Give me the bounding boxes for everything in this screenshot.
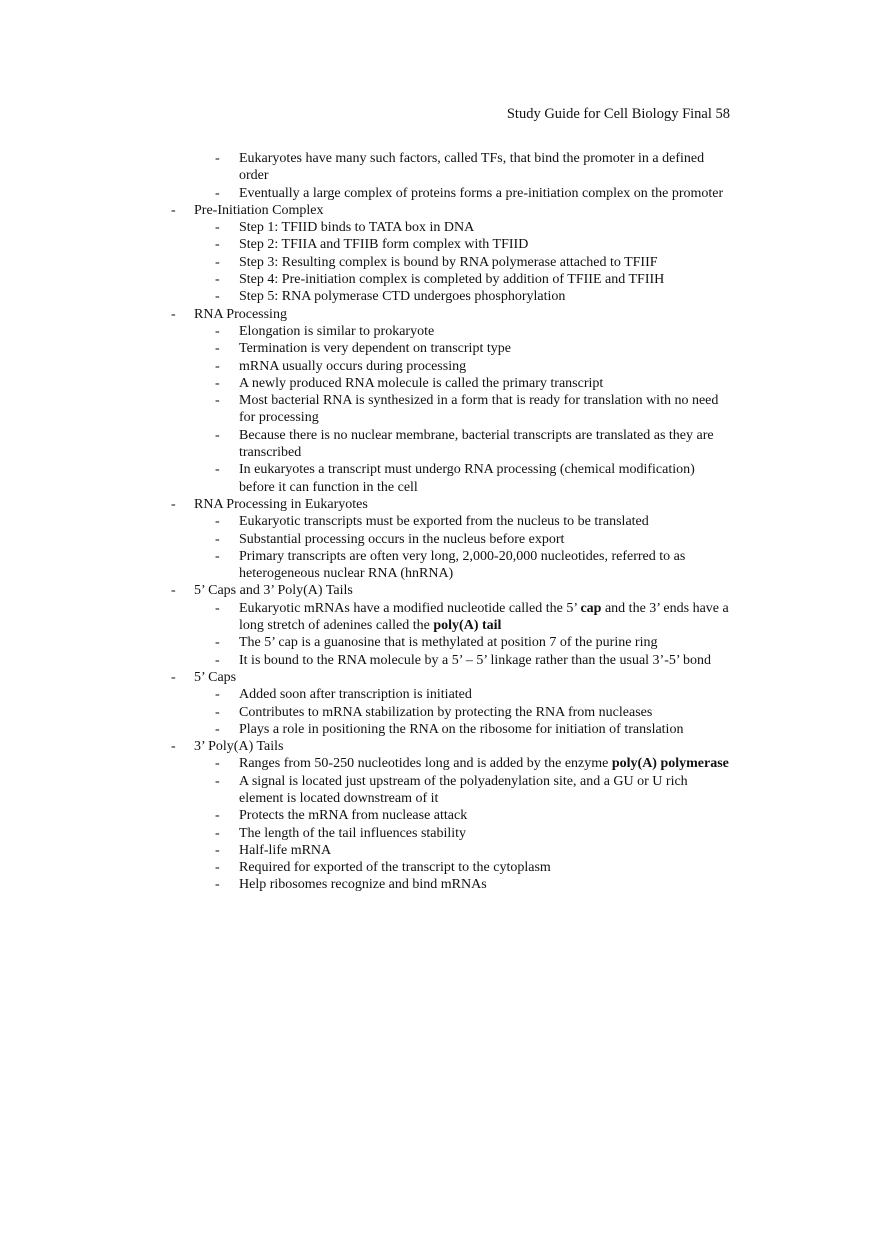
bullet-dash: - [215, 254, 220, 270]
bullet-dash: - [215, 842, 220, 858]
bullet-dash: - [215, 756, 220, 772]
bullet-dash: - [215, 323, 220, 339]
item-text: A signal is located just upstream of the polyadenylation site, and a GU or U rich element is located downstream of it [239, 773, 688, 806]
bullet-dash: - [215, 721, 220, 737]
bullet-dash: - [215, 687, 220, 703]
outline-subitem [0, 704, 729, 721]
item-text: Substantial processing occurs in the nucleus before export [239, 531, 565, 547]
bullet-dash: - [215, 289, 220, 305]
outline-subitem [0, 807, 729, 824]
outline-subitem [0, 461, 729, 496]
item-text: Required for exported of the transcript to the cytoplasm [239, 860, 551, 876]
bold-term: poly(A) tail [433, 618, 502, 634]
bullet-dash: - [215, 514, 220, 530]
item-text: 3’ Poly(A) Tails [194, 739, 284, 755]
outline-subitem [0, 236, 729, 253]
item-text: Because there is no nuclear membrane, bacterial transcripts are translated as they are transcribed [239, 427, 714, 461]
outline-list [0, 150, 880, 894]
bullet-dash: - [215, 704, 220, 720]
bullet-dash: - [215, 341, 220, 357]
item-text: RNA Processing [194, 306, 287, 322]
outline-subitem [0, 600, 729, 635]
outline-subitem [0, 548, 729, 583]
bullet-dash: - [215, 652, 220, 668]
item-text: Half-life mRNA [239, 842, 332, 858]
item-text: Protects the mRNA from nuclease attack [239, 808, 468, 824]
bullet-dash: - [215, 773, 220, 789]
item-text: Eukaryotes have many such factors, called TFs, that bind the promoter in a defined order [239, 151, 705, 184]
outline-subitem [0, 755, 729, 772]
item-text: Eukaryotic mRNAs have a modified nucleotide called the 5’ [239, 600, 581, 616]
item-text: In eukaryotes a transcript must undergo RNA processing (chemical modification) before it can function in the cell [239, 462, 695, 495]
bullet-dash: - [215, 237, 220, 253]
outline-subitem [0, 686, 729, 703]
bullet-dash: - [171, 583, 176, 599]
outline-subitem [0, 825, 729, 842]
item-text: The length of the tail influences stability [239, 825, 467, 841]
outline-subitem [0, 721, 729, 738]
bullet-dash: - [215, 877, 220, 893]
outline-subitem [0, 185, 729, 202]
item-text: Termination is very dependent on transcript type [239, 341, 511, 357]
outline-heading [0, 202, 734, 219]
bullet-dash: - [215, 600, 220, 616]
bullet-dash: - [215, 375, 220, 391]
outline-heading [0, 738, 734, 755]
item-text: Step 3: Resulting complex is bound by RNA polymerase attached to TFIIF [239, 254, 658, 270]
bullet-dash: - [215, 185, 220, 201]
bullet-dash: - [171, 306, 176, 322]
outline-subitem [0, 773, 729, 808]
item-text: and the 3’ ends have a long stretch of adenines called the [239, 600, 729, 634]
bullet-dash: - [215, 860, 220, 876]
item-text: Contributes to mRNA stabilization by protecting the RNA from nucleases [239, 704, 653, 720]
bullet-dash: - [171, 496, 176, 512]
outline-subitem [0, 358, 729, 375]
item-text: Step 2: TFIIA and TFIIB form complex with TFIID [239, 237, 529, 253]
bullet-dash: - [215, 635, 220, 651]
bullet-dash: - [215, 808, 220, 824]
bullet-dash: - [215, 393, 220, 409]
outline-subitem [0, 859, 729, 876]
outline-subitem [0, 375, 729, 392]
outline-subitem [0, 254, 729, 271]
item-text: Step 1: TFIID binds to TATA box in DNA [239, 220, 475, 236]
outline-heading [0, 306, 734, 323]
outline-subitem [0, 842, 729, 859]
bullet-dash: - [215, 531, 220, 547]
item-text: Step 4: Pre-initiation complex is completed by addition of TFIIE and TFIIH [239, 272, 665, 288]
item-text: 5’ Caps [194, 669, 237, 685]
outline-subitem [0, 634, 729, 651]
item-text: The 5’ cap is a guanosine that is methylated at position 7 of the purine ring [239, 635, 658, 651]
bullet-dash: - [215, 358, 220, 374]
bullet-dash: - [215, 427, 220, 443]
outline-subitem [0, 392, 729, 427]
outline-heading [0, 669, 734, 686]
bold-term: poly(A) polymerase [611, 756, 729, 772]
bullet-dash: - [171, 669, 176, 685]
outline-subitem [0, 427, 729, 462]
outline-subitem [0, 323, 729, 340]
item-text: Eukaryotic transcripts must be exported from the nucleus to be translated [239, 514, 649, 530]
item-text: Added soon after transcription is initiated [239, 687, 472, 703]
item-text: Most bacterial RNA is synthesized in a form that is ready for translation with no need for processing [239, 393, 719, 426]
bullet-dash: - [215, 151, 220, 166]
item-text: Help ribosomes recognize and bind mRNAs [239, 877, 487, 893]
outline-subitem [0, 219, 729, 236]
bullet-dash: - [215, 825, 220, 841]
item-text: It is bound to the RNA molecule by a 5’ – 5’ linkage rather than the usual 3’-5’ bond [239, 652, 711, 668]
item-text: Plays a role in positioning the RNA on the ribosome for initiation of translation [239, 721, 684, 737]
item-text: A newly produced RNA molecule is called the primary transcript [239, 375, 604, 391]
item-text: Pre-Initiation Complex [194, 202, 324, 218]
bullet-dash: - [171, 202, 176, 218]
item-text: Primary transcripts are often very long, 2,000-20,000 nucleotides, referred to as heterogeneous nuclear RNA (hnRNA) [239, 548, 686, 582]
outline-subitem [0, 271, 729, 288]
item-text: RNA Processing in Eukaryotes [194, 496, 368, 512]
outline-subitem [0, 150, 729, 185]
page-header: Study Guide for Cell Biology Final 58 [506, 106, 730, 122]
bullet-dash: - [171, 739, 176, 755]
outline-subitem [0, 288, 729, 305]
bullet-dash: - [215, 220, 220, 236]
item-text: 5’ Caps and 3’ Poly(A) Tails [194, 583, 353, 599]
outline-subitem [0, 340, 729, 357]
item-text: Elongation is similar to prokaryote [239, 323, 435, 339]
bullet-dash: - [215, 272, 220, 288]
outline-heading [0, 496, 734, 513]
outline-subitem [0, 531, 729, 548]
item-text: mRNA usually occurs during processing [239, 358, 467, 374]
outline-subitem [0, 513, 729, 530]
item-text: Ranges from 50-250 nucleotides long and is added by the enzyme [239, 756, 612, 772]
item-text: Eventually a large complex of proteins forms a pre-initiation complex on the promoter [239, 185, 724, 201]
item-text: Step 5: RNA polymerase CTD undergoes phosphorylation [239, 289, 566, 305]
bullet-dash: - [215, 462, 220, 478]
outline-subitem [0, 652, 729, 669]
bullet-dash: - [215, 548, 220, 564]
bold-term: cap [580, 600, 602, 616]
outline-subitem [0, 876, 729, 893]
outline-heading [0, 582, 734, 599]
